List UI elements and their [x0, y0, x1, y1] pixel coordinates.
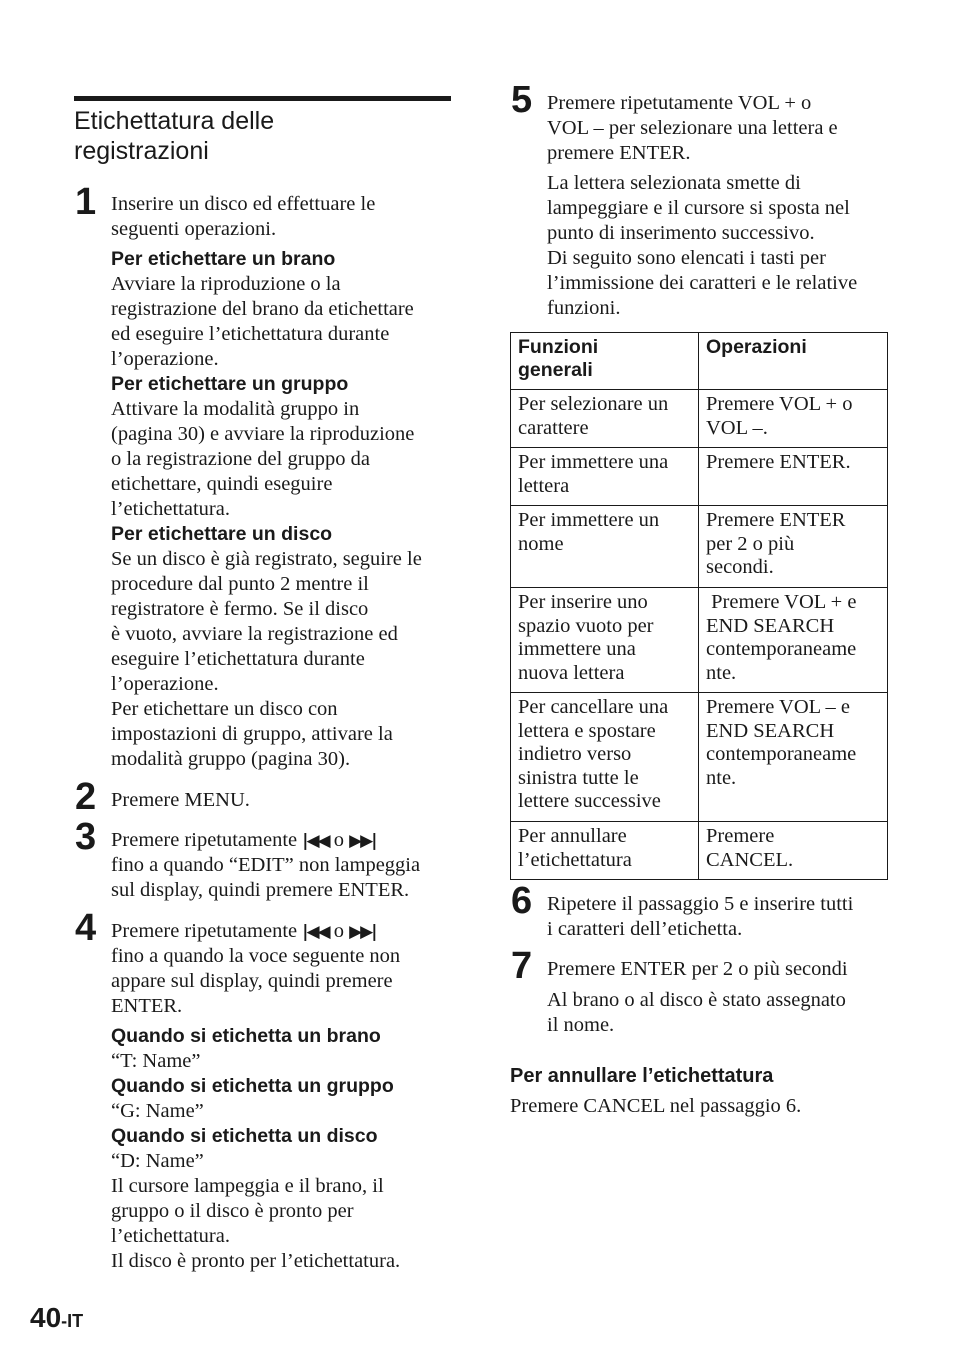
step-7-note2: il nome.	[547, 1014, 615, 1036]
table-cell-operation	[699, 588, 888, 693]
step-4-text: Premere ripetutamente	[111, 920, 303, 942]
step-4-number: 4	[75, 907, 97, 949]
cell-text: Premere VOL – e END SEARCH contemporaneame nte.	[706, 696, 857, 789]
label-track-line: l’operazione.	[111, 348, 219, 370]
step-4-after-line: Il cursore lampeggia e il brano, il	[111, 1175, 384, 1197]
table-header-functions	[511, 333, 699, 390]
step-2-text: Premere MENU.	[111, 789, 250, 811]
cell-text: Per immettere una lettera	[518, 451, 669, 497]
table-cell-function	[511, 693, 699, 822]
table-header-text: Funzioni generali	[518, 336, 599, 381]
section-title-line1: Etichettatura delle	[74, 107, 275, 135]
table-row	[511, 693, 888, 822]
label-group-heading: Per etichettare un gruppo	[111, 373, 349, 395]
step-5-line: premere ENTER.	[547, 142, 691, 164]
step-3-text: Premere ripetutamente	[111, 829, 303, 851]
cell-text: Premere ENTER.	[706, 451, 851, 473]
table-row	[511, 390, 888, 448]
label-group-line: etichettare, quindi eseguire	[111, 473, 333, 495]
table-row	[511, 506, 888, 588]
step-5-note-line: funzioni.	[547, 297, 621, 319]
cancel-heading: Per annullare l’etichettatura	[510, 1065, 774, 1087]
label-disc-line: Per etichettare un disco con	[111, 698, 338, 720]
cell-text: Premere VOL + e END SEARCH contemporaneame nte.	[706, 591, 857, 684]
step-7-number: 7	[511, 945, 533, 987]
label-disc-line: Se un disco è già registrato, seguire le	[111, 548, 422, 570]
table-header-operations	[699, 333, 888, 390]
when-track-value: “T: Name”	[111, 1050, 201, 1072]
when-disc-heading: Quando si etichetta un disco	[111, 1125, 378, 1147]
cell-text: Premere ENTER per 2 o più secondi.	[706, 509, 846, 578]
functions-table	[510, 332, 888, 880]
step-5-note-line: punto di inserimento successivo.	[547, 222, 815, 244]
label-disc-line: procedure dal punto 2 mentre il	[111, 573, 369, 595]
prev-track-icon: |◀◀	[302, 831, 329, 851]
step-5-note-line: l’immissione dei caratteri e le relative	[547, 272, 858, 294]
step-4-after-line: l’etichettatura.	[111, 1225, 230, 1247]
table-header-row	[511, 333, 888, 390]
label-disc-line: è vuoto, avviare la registrazione ed	[111, 623, 398, 645]
cell-text: Per cancellare una lettera e spostare indietro verso sinistra tutte le lettere successive	[518, 696, 669, 812]
step-7-line1: Premere ENTER per 2 o più secondi	[547, 958, 848, 980]
label-track-line: registrazione del brano da etichettare	[111, 298, 414, 320]
label-disc-line: l’operazione.	[111, 673, 219, 695]
table-cell-operation	[699, 693, 888, 822]
step-3-line3: sul display, quindi premere ENTER.	[111, 879, 410, 901]
step-5-line: VOL – per selezionare una lettera e	[547, 117, 838, 139]
step-3-line2: fino a quando “EDIT” non lampeggia	[111, 854, 421, 876]
label-disc-heading: Per etichettare un disco	[111, 523, 333, 545]
page-number-suffix: -IT	[61, 1311, 84, 1331]
step-6-line1: Ripetere il passaggio 5 e inserire tutti	[547, 893, 854, 915]
label-track-line: Avviare la riproduzione o la	[111, 273, 341, 295]
step-3-conj: o	[328, 829, 350, 851]
cancel-text: Premere CANCEL nel passaggio 6.	[510, 1095, 802, 1117]
step-3-number: 3	[75, 816, 97, 858]
step-4-line: appare sul display, quindi premere	[111, 970, 393, 992]
section-title-line2: registrazioni	[74, 137, 209, 165]
table-cell-operation	[699, 448, 888, 506]
step-6-number: 6	[511, 880, 533, 922]
table-row	[511, 448, 888, 506]
table-header-text: Operazioni	[706, 336, 807, 358]
label-group-line: l’etichettatura.	[111, 498, 230, 520]
next-track-icon: ▶▶|	[349, 922, 376, 942]
page-number	[30, 1302, 83, 1337]
step-4-conj: o	[328, 920, 350, 942]
step-6-line2: i caratteri dell’etichetta.	[547, 918, 743, 940]
page-number-value: 40	[30, 1302, 62, 1333]
step-5-line: Premere ripetutamente VOL + o	[547, 92, 812, 114]
table-row	[511, 822, 888, 880]
label-group-line: o la registrazione del gruppo da	[111, 448, 371, 470]
label-track-heading: Per etichettare un brano	[111, 248, 336, 270]
prev-track-icon: |◀◀	[302, 922, 329, 942]
when-group-heading: Quando si etichetta un gruppo	[111, 1075, 394, 1097]
table-cell-function	[511, 506, 699, 588]
table-row	[511, 588, 888, 693]
step-7-note1: Al brano o al disco è stato assegnato	[547, 989, 846, 1011]
step-4-after-line: Il disco è pronto per l’etichettatura.	[111, 1250, 401, 1272]
label-disc-line: modalità gruppo (pagina 30).	[111, 748, 351, 770]
when-group-value: “G: Name”	[111, 1100, 204, 1122]
table-cell-function	[511, 448, 699, 506]
cell-text: Premere VOL + o VOL –.	[706, 393, 853, 439]
label-disc-line: registratore è fermo. Se il disco	[111, 598, 369, 620]
label-disc-line: impostazioni di gruppo, attivare la	[111, 723, 393, 745]
next-track-icon: ▶▶|	[349, 831, 376, 851]
table-cell-operation	[699, 506, 888, 588]
step-4-line1	[111, 919, 375, 945]
step-4-line: ENTER.	[111, 995, 183, 1017]
cell-text: Per inserire uno spazio vuoto per immettere una nuova lettera	[518, 591, 654, 684]
step-1-line1: Inserire un disco ed effettuare le	[111, 193, 376, 215]
table-cell-function	[511, 822, 699, 880]
step-5-note-line: lampeggiare e il cursore si sposta nel	[547, 197, 850, 219]
table-cell-operation	[699, 822, 888, 880]
step-2-number: 2	[75, 776, 97, 818]
table-cell-operation	[699, 390, 888, 448]
section-rule	[74, 96, 451, 101]
table-cell-function	[511, 390, 699, 448]
step-1-line2: seguenti operazioni.	[111, 218, 277, 240]
step-5-number: 5	[511, 79, 533, 121]
when-disc-value: “D: Name”	[111, 1150, 204, 1172]
label-disc-line: eseguire l’etichettatura durante	[111, 648, 365, 670]
cell-text: Per immettere un nome	[518, 509, 660, 555]
step-5-note-line: Di seguito sono elencati i tasti per	[547, 247, 826, 269]
table-cell-function	[511, 588, 699, 693]
label-group-line: (pagina 30) e avviare la riproduzione	[111, 423, 415, 445]
step-4-after-line: gruppo o il disco è pronto per	[111, 1200, 354, 1222]
section-title	[74, 106, 454, 166]
step-3-line1	[111, 828, 375, 854]
cell-text: Per annullare l’etichettatura	[518, 825, 632, 871]
step-5-note-line: La lettera selezionata smette di	[547, 172, 801, 194]
label-group-line: Attivare la modalità gruppo in	[111, 398, 360, 420]
step-1-number: 1	[75, 181, 97, 223]
step-4-line: fino a quando la voce seguente non	[111, 945, 401, 967]
when-track-heading: Quando si etichetta un brano	[111, 1025, 381, 1047]
label-track-line: ed eseguire l’etichettatura durante	[111, 323, 390, 345]
cell-text: Per selezionare un carattere	[518, 393, 669, 439]
cell-text: Premere CANCEL.	[706, 825, 794, 871]
